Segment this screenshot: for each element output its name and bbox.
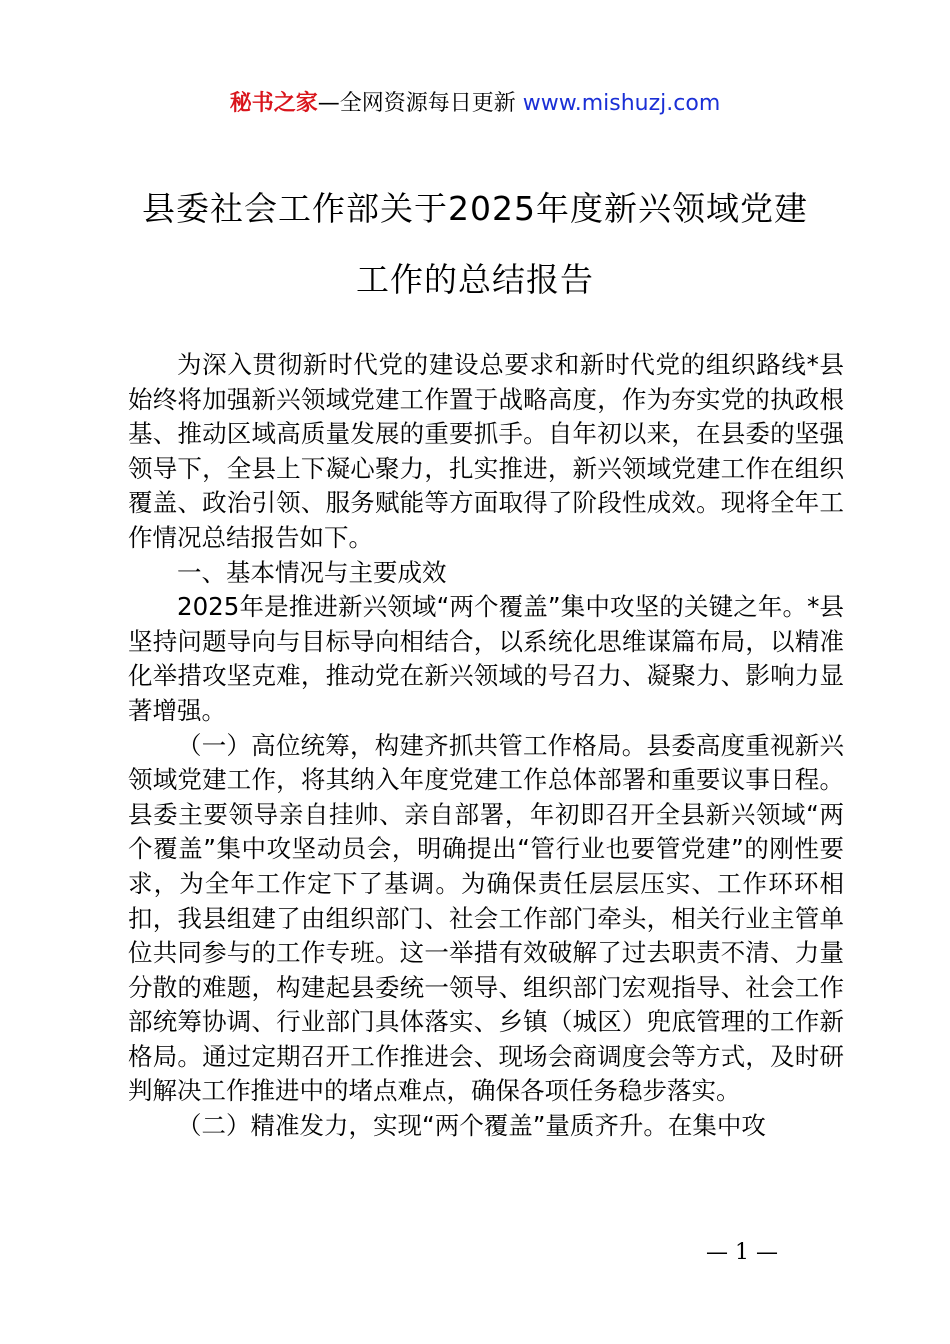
paragraph-point-2: （二）精准发力，实现“两个覆盖”量质齐升。在集中攻	[177, 1111, 766, 1141]
document-title	[0, 186, 950, 303]
section-heading-1: 一、基本情况与主要成效	[177, 557, 447, 587]
page-number: — 1 —	[706, 1240, 778, 1265]
title-line-1: 县委社会工作部关于2025年度新兴领域党建	[142, 189, 808, 228]
paragraph-overview: 2025年是推进新兴领域“两个覆盖”集中攻坚的关键之年。*县坚持问题导向与目标导向相结合，以系统化思维谋篇布局，以精准化举措攻坚克难，推动党在新兴领域的号召力、凝聚力、影响力显著增强。	[128, 592, 844, 725]
brand-name: 秘书之家	[229, 91, 318, 116]
banner-tagline: 全网资源每日更新	[339, 91, 523, 116]
document-body	[128, 348, 844, 1144]
site-url-link[interactable]: www.mishuzj.com	[522, 91, 721, 116]
title-line-2: 工作的总结报告	[356, 260, 594, 299]
banner-dash: —	[317, 91, 340, 116]
paragraph-point-1: （一）高位统筹，构建齐抓共管工作格局。县委高度重视新兴领域党建工作，将其纳入年度党建工作总体部署和重要议事日程。县委主要领导亲自挂帅、亲自部署，年初即召开全县新兴领域“两个覆盖”集中攻坚动员会，明确提出“管行业也要管党建”的刚性要求，为全年工作定下了基调。为确保责任层层压实、工作环环相扣，我县组建了由组织部门、社会工作部门牵头，相关行业主管单位共同参与的工作专班。这一举措有效破解了过去职责不清、力量分散的难题，构建起县委统一领导、组织部门宏观指导、社会工作部统筹协调、行业部门具体落实、乡镇（城区）兜底管理的工作新格局。通过定期召开工作推进会、现场会商调度会等方式，及时研判解决工作推进中的堵点难点，确保各项任务稳步落实。	[128, 730, 844, 1106]
site-banner	[0, 86, 950, 122]
paragraph-intro: 为深入贯彻新时代党的建设总要求和新时代党的组织路线*县始终将加强新兴领域党建工作置于战略高度，作为夯实党的执政根基、推动区域高质量发展的重要抓手。自年初以来，在县委的坚强领导下，全县上下凝心聚力，扎实推进，新兴领域党建工作在组织覆盖、政治引领、服务赋能等方面取得了阶段性成效。现将全年工作情况总结报告如下。	[128, 350, 844, 552]
